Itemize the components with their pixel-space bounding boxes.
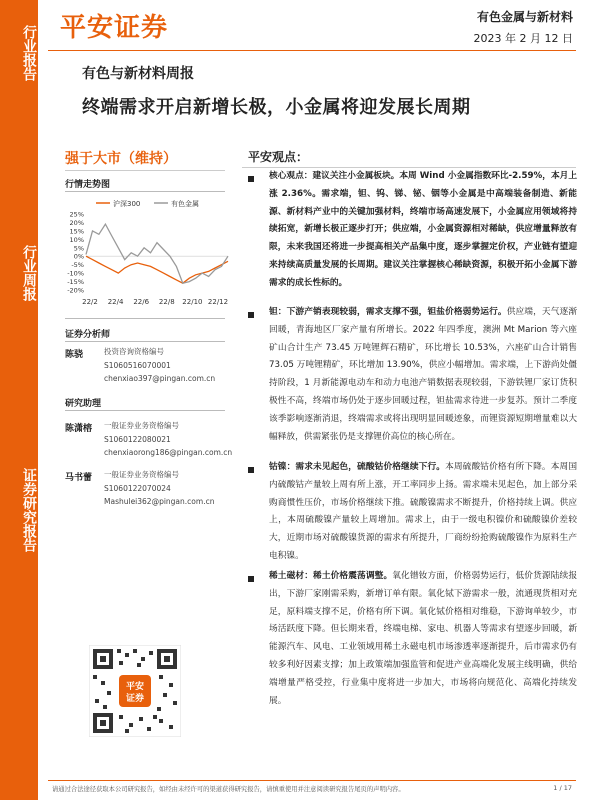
view-title: 平安观点： — [248, 150, 309, 164]
x-tick-label: 22/8 — [158, 298, 175, 306]
assistant-cert-label: 一般证券业务资格编号 — [104, 470, 179, 479]
series-line — [86, 224, 228, 283]
paragraph-text: 供应端，天气逐渐回暖，青海地区厂家产量有所增长。2022 年四季度，澳洲 Mt Marion 等六座矿山合计生产 73.45 万吨锂辉石精矿，环比增长 10.53%，六座矿山合计销售 73.05 万吨锂精矿，环比增加 13.90%，供应小幅增加。需求端，上下游尚处僵持阶段，1 月新能源电动车和动力电池产销数据表现较弱，下游铁锂厂家订货积极性不高，终端市场仍处于逐步回暖过程，钽盐需求待进一步复苏。预计二季度该季影响逐渐消退，终端需求或将出现明显回暖迹象，而锂资源短期增量难以大幅释放，供需紧张仍是支撑锂价高位的核心所在。 — [269, 307, 578, 442]
analyst-cert-no: S1060516070001 — [104, 360, 171, 370]
svg-text:平安: 平安 — [125, 682, 145, 692]
assistant-email: Mashulei362@pingan.com.cn — [104, 497, 215, 506]
header-category: 有色金属与新材料 — [476, 10, 573, 24]
x-tick-label: 22/10 — [182, 298, 203, 306]
paragraph-bold: 核心观点：建议关注小金属板块。本周 Wind 小金属指数环比-2.59%，本月上涨 2.36%。需求端，钽、钨、锑、铋、铟等小金属是中高端装备制造、新能源、新材料产业中的关键加强材料，终端市场高速发展下，小金属应用领域将持续拓宽，新增长极正逐步打开；供应端，小金属资源相对稀缺，供应增量释放有限，未来我国还将进一步提高相关产品集中度，逐步掌握定价权，产业链有望迎来持续高质量发展的长周期。建议关注掌握核心稀缺资源，积极开拓小金属下游需求的成长性标的。 — [269, 171, 578, 288]
chart-bottom-divider — [65, 318, 225, 319]
sidebar-label-report-type: 行业报告 — [21, 25, 37, 81]
assistant-name-1: 陈潇榕 — [65, 424, 93, 434]
y-tick-label: 10% — [69, 235, 84, 244]
trend-label: 行情走势图 — [65, 180, 111, 190]
y-tick-label: -5% — [71, 261, 84, 270]
research-section-label: 研究助理 — [65, 399, 102, 409]
analyst-section-label: 证券分析师 — [65, 330, 111, 340]
logo-text: 平安证券 — [60, 13, 169, 43]
bullet-3 — [248, 467, 254, 473]
footer-disclaimer: 请通过合法途径获取本公司研究报告，如经由未经许可的渠道获得研究报告，请慎重使用并注意阅读研究报告尾页的声明内容。 — [52, 786, 405, 793]
paragraph-bold: 钽：下游产销表现较弱，需求支撑不强，钽盐价格弱势运行。 — [269, 307, 507, 317]
research-divider — [65, 410, 225, 411]
analyst-name: 陈骁 — [65, 350, 84, 360]
y-tick-label: 5% — [73, 244, 84, 253]
paragraph-text: 本周硫酸钴价格有所下降。本周国内硫酸钴产量较上周有所上涨，开工率同步上扬。需求端未见起色，加上部分采购商惯性压价，市场价格继续下推。硫酸镍需求不断提升，价格持续上调。供应上，本周硫酸镍产量较上周增加。需求上，由于一级电积镍价和硫酸镍价差较大，近期市场对硫酸镍货源的需求有所提升，厂商纷纷抢购硫酸镍作为原料生产电积镍。 — [269, 462, 578, 561]
y-tick-label: 25% — [69, 210, 84, 219]
y-tick-label: -15% — [67, 278, 84, 287]
y-tick-label: -20% — [67, 286, 84, 295]
logo — [60, 7, 168, 44]
paragraph-text: 氧化镨钕方面，价格弱势运行，低价货源陆续报出，下游厂家刚需采购，新增订单有限。氧化铽下游需求一般，流通现货相对充足，原料端支撑不足，价格有所下调。氧化铽价格相对维稳，下游询单较少，市场活跃度下降。但长期来看，终端电梯、家电、机器人等需求有望逐步回暖，新能源汽车、风电、工业领域用稀土永磁电机市场渗透率逐渐提升，后市需求仍有较多利好因素支撑；加上政策端加强监管和促进产业高端化发展主线明确，供给端增量严格受控，行业集中度将进一步加大，市场将向规范化、高端化持续发展。 — [269, 571, 578, 706]
y-tick-label: 0% — [73, 252, 84, 261]
footer-divider — [48, 780, 576, 781]
legend-label: 沪深300 — [113, 200, 141, 208]
assistant-name-2: 马书蕾 — [65, 473, 93, 483]
assistant-email: chenxiaorong186@pingan.com.cn — [104, 448, 233, 457]
paragraph-bold: 稀土磁材：稀土价格震荡调整。 — [269, 571, 393, 581]
svg-text:证券: 证券 — [125, 694, 145, 704]
paragraph-core-view — [269, 168, 577, 293]
report-subtitle: 有色与新材料周报 — [82, 66, 194, 82]
header-date: 2023 年 2 月 12 日 — [473, 32, 573, 45]
paragraph-bold: 钴镍：需求未见起色，硫酸钴价格继续下行。 — [269, 462, 446, 472]
assistant-cert-no: S1060122070024 — [104, 483, 171, 493]
sidebar — [0, 0, 38, 800]
x-tick-label: 22/6 — [133, 298, 150, 306]
analyst-info — [104, 345, 215, 386]
paragraph-rare-earth — [269, 568, 577, 710]
price-trend-chart — [62, 196, 232, 312]
analyst-cert-label: 投资咨询资格编号 — [104, 347, 164, 356]
y-tick-label: 15% — [69, 227, 84, 236]
analyst-divider — [65, 341, 225, 342]
qr-code[interactable] — [89, 645, 181, 737]
page-number: 1 / 17 — [553, 784, 572, 792]
x-tick-label: 22/12 — [207, 298, 229, 306]
analyst-email: chenxiao397@pingan.com.cn — [104, 374, 216, 383]
paragraph-cobalt-nickel — [269, 459, 577, 566]
y-tick-label: 20% — [69, 218, 84, 227]
bullet-4 — [248, 576, 254, 582]
x-tick-label: 22/4 — [107, 298, 124, 306]
header-divider — [48, 50, 576, 51]
rating: 强于大市（维持） — [65, 151, 177, 167]
assistant-cert-label: 一般证券业务资格编号 — [104, 421, 179, 430]
sidebar-label-research: 证券研究报告 — [21, 468, 37, 552]
report-title: 终端需求开启新增长极，小金属将迎发展长周期 — [82, 97, 471, 118]
series-line — [86, 256, 228, 283]
bullet-2 — [248, 312, 254, 318]
x-tick-label: 22/2 — [82, 298, 98, 306]
legend-label: 有色金属 — [171, 200, 199, 208]
rating-divider — [65, 170, 225, 171]
sidebar-label-weekly: 行业周报 — [21, 245, 37, 301]
bullet-1 — [248, 176, 254, 182]
y-tick-label: -10% — [67, 269, 84, 278]
trend-divider — [65, 191, 225, 192]
assistant-cert-no: S1060122080021 — [104, 434, 171, 444]
assistant-info-2 — [104, 468, 214, 509]
assistant-info-1 — [104, 419, 232, 460]
paragraph-tantalum — [269, 304, 577, 446]
